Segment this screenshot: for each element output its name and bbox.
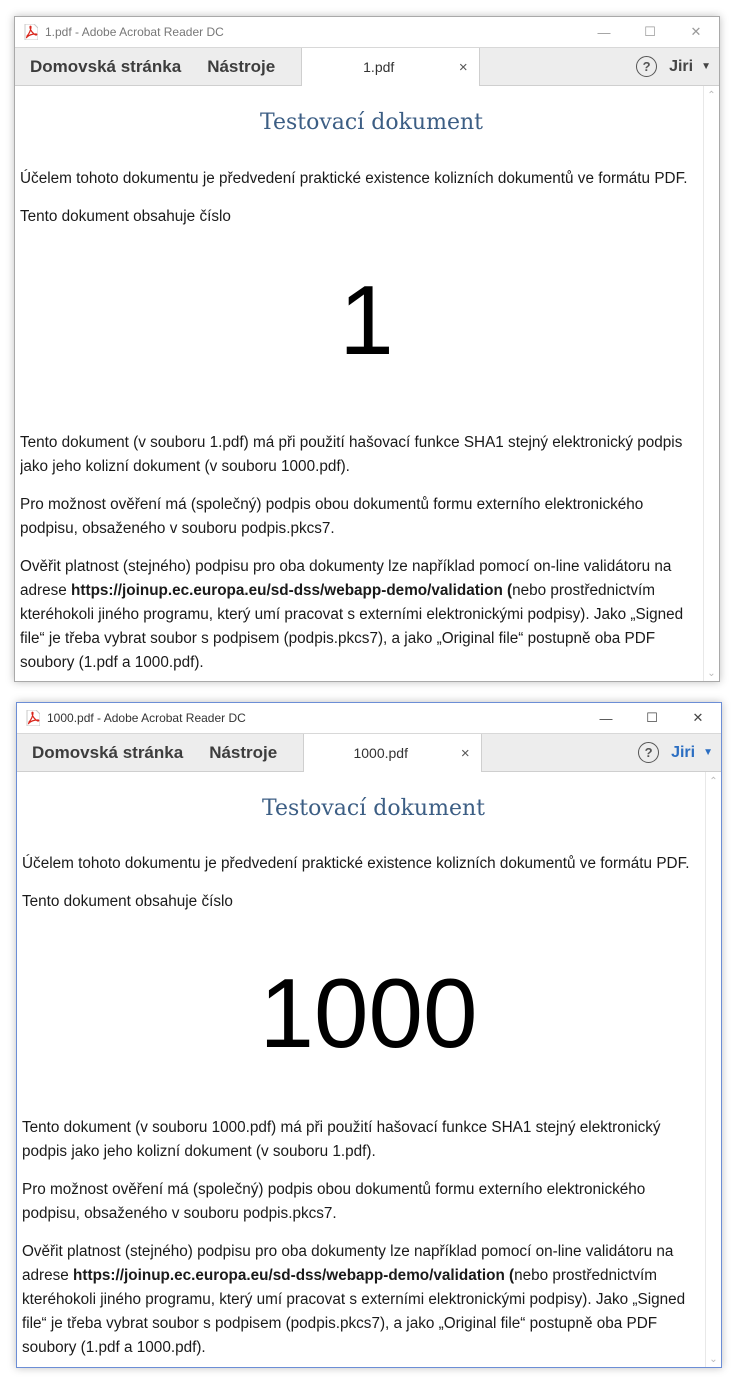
close-icon[interactable]: ✕ — [690, 24, 702, 39]
chevron-down-icon: ▼ — [703, 747, 713, 758]
tools-tab[interactable]: Nástroje — [207, 56, 276, 76]
title-bar[interactable] — [17, 703, 721, 733]
help-button[interactable] — [638, 734, 671, 771]
menu-toolbar — [17, 733, 721, 772]
home-tab[interactable]: Domovská stránka — [30, 56, 182, 76]
document-number: 1 — [339, 265, 394, 375]
acrobat-pdf-icon — [24, 24, 38, 40]
scroll-up-icon[interactable]: ⌃ — [707, 90, 716, 101]
home-tab[interactable]: Domovská stránka — [32, 742, 184, 762]
contains-paragraph: Tento dokument obsahuje číslo — [22, 893, 233, 910]
verify-paragraph — [20, 555, 703, 675]
window-title: 1000.pdf - Adobe Acrobat Reader DC — [47, 711, 246, 725]
user-menu[interactable] — [671, 734, 721, 771]
tools-tab[interactable]: Nástroje — [209, 742, 278, 762]
pdf-page — [20, 86, 703, 681]
signature-paragraph: Pro možnost ověření má (společný) podpis obou dokumentů formu externího elektronického podpisu, obsaženého v souboru podpis.pkcs7. — [22, 1181, 646, 1222]
pdf-page — [22, 772, 705, 1367]
menu-toolbar — [15, 47, 719, 86]
validator-url: https://joinup.ec.europa.eu/sd-dss/webapp-demo/validation ( — [73, 1267, 515, 1284]
verify-text-start: Ověřit platnost (stejného) podpisu pro oba dokumenty lze například pomocí on-line validátoru na adrese — [20, 558, 672, 599]
minimize-icon[interactable]: — — [599, 710, 613, 726]
maximize-icon[interactable]: ☐ — [646, 710, 658, 725]
intro-paragraph: Účelem tohoto dokumentu je předvedení praktické existence kolizních dokumentů ve formátu PDF. — [20, 170, 688, 187]
help-icon: ? — [636, 56, 657, 77]
contains-paragraph: Tento dokument obsahuje číslo — [20, 208, 231, 225]
close-tab-icon[interactable]: × — [460, 744, 470, 762]
window-title: 1.pdf - Adobe Acrobat Reader DC — [45, 25, 224, 39]
document-view[interactable] — [15, 86, 719, 681]
document-view[interactable] — [17, 772, 721, 1367]
document-tab[interactable] — [301, 48, 480, 86]
user-menu[interactable] — [669, 48, 719, 85]
verify-text-start: Ověřit platnost (stejného) podpisu pro oba dokumenty lze například pomocí on-line validátoru na adrese — [22, 1243, 674, 1284]
chevron-down-icon: ▼ — [701, 61, 711, 72]
user-name: Jiri — [669, 57, 694, 75]
verify-text-end: nebo prostřednictvím kteréhokoli jiného programu, který umí pracovat s externími elektronickými podpisy). Jako „Signed file“ je třeba vybrat soubor s podpisem (podpis.pkcs7), a jako „Original file“ postupně oba PDF soubory (1.pdf a 1000.pdf). — [22, 1267, 686, 1356]
intro-paragraph: Účelem tohoto dokumentu je předvedení praktické existence kolizních dokumentů ve formátu PDF. — [22, 855, 690, 872]
scroll-up-icon[interactable]: ⌃ — [709, 776, 718, 787]
acrobat-window-1 — [14, 16, 720, 682]
verify-paragraph — [22, 1240, 705, 1360]
verify-text-end: nebo prostřednictvím kteréhokoli jiného programu, který umí pracovat s externími elektronickými podpisy). Jako „Signed file“ je třeba vybrat soubor s podpisem (podpis.pkcs7), a jako „Original file“ postupně oba PDF soubory (1.pdf a 1000.pdf). — [20, 582, 684, 671]
document-heading: Testovací dokument — [260, 110, 483, 135]
close-tab-icon[interactable]: × — [458, 58, 468, 76]
vertical-scrollbar[interactable] — [705, 772, 721, 1367]
document-tab-label: 1000.pdf — [353, 745, 408, 761]
hash-paragraph: Tento dokument (v souboru 1000.pdf) má při použití hašovací funkce SHA1 stejný elektronický podpis jako jeho kolizní dokument (v souboru 1.pdf). — [22, 1119, 661, 1160]
signature-paragraph: Pro možnost ověření má (společný) podpis obou dokumentů formu externího elektronického podpisu, obsaženého v souboru podpis.pkcs7. — [20, 496, 644, 537]
document-number: 1000 — [259, 958, 478, 1068]
scroll-down-icon[interactable]: ⌄ — [707, 668, 716, 679]
help-button[interactable] — [636, 48, 669, 85]
vertical-scrollbar[interactable] — [703, 86, 719, 681]
document-tab[interactable] — [303, 734, 482, 772]
title-bar[interactable] — [15, 17, 719, 47]
acrobat-pdf-icon — [26, 710, 40, 726]
document-tab-label: 1.pdf — [363, 59, 395, 75]
acrobat-window-2 — [16, 702, 722, 1368]
scroll-down-icon[interactable]: ⌄ — [709, 1354, 718, 1365]
validator-url: https://joinup.ec.europa.eu/sd-dss/webapp-demo/validation ( — [71, 582, 513, 599]
maximize-icon[interactable]: ☐ — [644, 24, 656, 39]
user-name: Jiri — [671, 743, 696, 761]
document-heading: Testovací dokument — [262, 796, 485, 821]
hash-paragraph: Tento dokument (v souboru 1.pdf) má při použití hašovací funkce SHA1 stejný elektronický podpis jako jeho kolizní dokument (v souboru 1000.pdf). — [20, 434, 683, 475]
close-icon[interactable]: ✕ — [692, 710, 704, 725]
minimize-icon[interactable]: — — [597, 24, 611, 40]
help-icon: ? — [638, 742, 659, 763]
